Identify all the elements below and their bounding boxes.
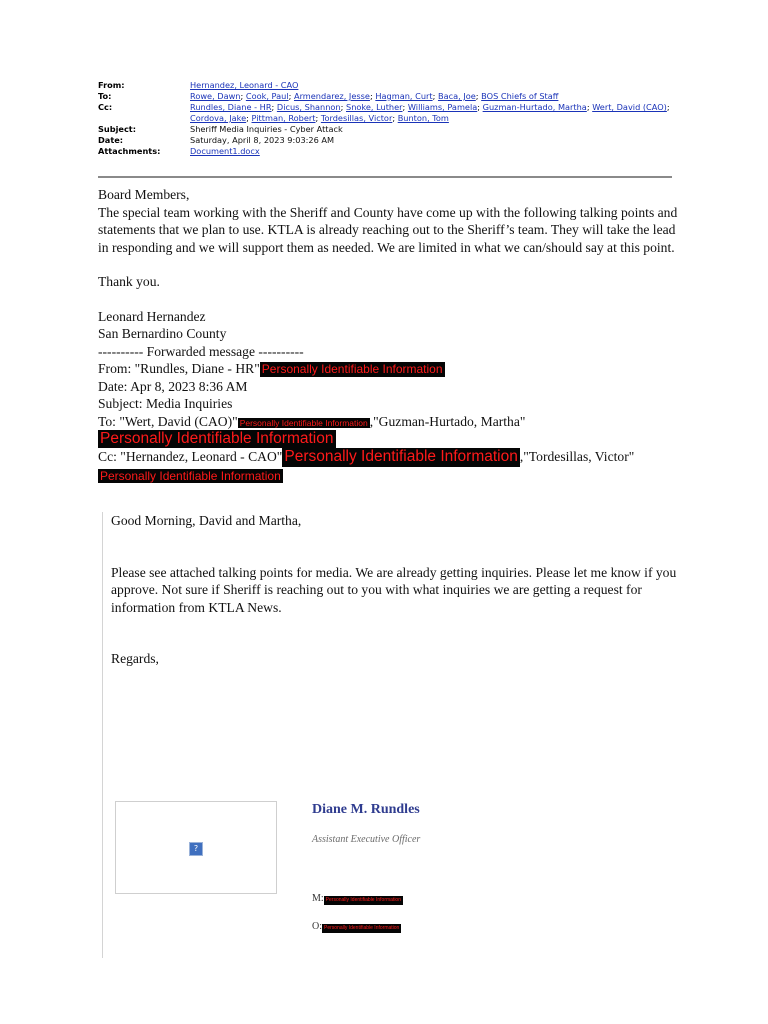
forwarded-from-line [98, 360, 678, 378]
recipient-separator: ; [369, 91, 376, 101]
forwarded-subject-line: Subject: Media Inquiries [98, 396, 233, 411]
from-link[interactable]: Hernandez, Leonard - CAO [190, 80, 299, 90]
forwarded-to-text: To: "Wert, David (CAO)" [98, 413, 238, 429]
to-recipients [190, 91, 676, 102]
office-label: O: [312, 921, 322, 932]
attachment-link[interactable]: Document1.docx [190, 146, 260, 156]
redaction-box: Personally Identifiable Information [322, 924, 401, 933]
recipient-link[interactable]: Baca, Joe [437, 91, 476, 101]
forwarded-cc-line [98, 448, 678, 466]
forwarded-cc-text: Cc: "Hernandez, Leonard - CAO" [98, 449, 283, 465]
body-greeting: Board Members, [98, 187, 190, 202]
cc-recipients [190, 102, 676, 124]
forwarded-to-line-2 [98, 430, 678, 448]
recipient-link[interactable]: Snoke, Luther [346, 102, 403, 112]
recipient-separator: ; [666, 102, 670, 112]
forwarded-cc-line-2 [98, 467, 678, 485]
from-row [98, 80, 676, 91]
redaction-box: Personally Identifiable Information [100, 430, 334, 447]
recipient-link[interactable]: Cook, Paul [245, 91, 289, 101]
signature-office [312, 921, 401, 933]
signature-title: Assistant Executive Officer [312, 834, 421, 845]
signature-name: Diane M. Rundles [312, 802, 420, 817]
signature-image-placeholder [115, 801, 277, 894]
sender-org: San Bernardino County [98, 326, 227, 341]
recipient-link[interactable]: Dicus, Shannon [276, 102, 341, 112]
forwarded-cc-text-2: ,"Tordesillas, Victor" [519, 449, 635, 465]
to-label: To: [98, 91, 112, 101]
recipient-link[interactable]: Williams, Pamela [407, 102, 478, 112]
quoted-closing: Regards, [111, 651, 159, 666]
forwarded-from-text: From: "Rundles, Diane - HR" [98, 361, 260, 376]
recipient-separator: ; [246, 113, 252, 123]
redaction-box: Personally Identifiable Information [261, 362, 443, 376]
from-label: From: [98, 80, 125, 90]
recipient-separator: ; [392, 113, 398, 123]
recipient-link[interactable]: Pittman, Robert [251, 113, 316, 123]
cc-row [98, 102, 676, 124]
recipient-link[interactable]: Rundles, Diane - HR [190, 102, 272, 112]
recipient-link[interactable]: BOS Chiefs of Staff [481, 91, 559, 101]
redaction-box: Personally Identifiable Information [324, 896, 403, 905]
attachments-label: Attachments: [98, 146, 161, 156]
redaction-box: Personally Identifiable Information [239, 417, 368, 428]
forwarded-to-text-2: ,"Guzman-Hurtado, Martha" [369, 413, 526, 429]
recipient-separator: ; [586, 102, 593, 112]
date-row [98, 135, 676, 146]
recipient-link[interactable]: Tordesillas, Victor [320, 113, 393, 123]
forwarded-banner: ---------- Forwarded message ---------- [98, 343, 304, 359]
forwarded-date-line: Date: Apr 8, 2023 8:36 AM [98, 378, 248, 394]
sender-name: Leonard Hernandez [98, 308, 206, 324]
recipient-link[interactable]: Rowe, Dawn [190, 91, 241, 101]
recipient-link[interactable]: Hagman, Curt [375, 91, 433, 101]
quoted-greeting: Good Morning, David and Martha, [111, 513, 302, 528]
cc-label: Cc: [98, 102, 113, 112]
body-paragraph: The special team working with the Sheriff and County have come up with the following talking points and statements that we plan to use. KTLA is already reaching out to the Sheriff’s team. They will take the lead in responding and we will support them as needed. We are limited in what we can/should say at this point. [98, 204, 678, 255]
to-row [98, 91, 676, 102]
recipient-link[interactable]: Bunton, Tom [397, 113, 449, 123]
recipient-separator: ; [475, 91, 482, 101]
body-thanks: Thank you. [98, 274, 160, 289]
date-label: Date: [98, 135, 124, 145]
recipient-separator: ; [402, 102, 408, 112]
attachments-row [98, 146, 676, 157]
redaction-box: Personally Identifiable Information [100, 468, 281, 483]
recipient-separator: ; [240, 91, 246, 101]
recipient-link[interactable]: Armendarez, Jesse [293, 91, 370, 101]
subject-value: Sheriff Media Inquiries - Cyber Attack [190, 124, 343, 134]
email-body [98, 186, 678, 484]
recipient-link[interactable]: Guzman-Hurtado, Martha [482, 102, 587, 112]
recipient-separator: ; [477, 102, 483, 112]
mobile-label: M: [312, 893, 324, 904]
recipient-separator: ; [340, 102, 346, 112]
recipient-separator: ; [271, 102, 277, 112]
email-header [98, 80, 676, 157]
subject-row [98, 124, 676, 135]
broken-image-icon: ? [189, 842, 203, 856]
recipient-separator: ; [288, 91, 294, 101]
forwarded-to-line [98, 413, 678, 431]
redaction-box: Personally Identifiable Information [284, 448, 518, 466]
recipient-link[interactable]: Wert, David (CAO) [592, 102, 667, 112]
recipient-link[interactable]: Cordova, Jake [190, 113, 247, 123]
date-value: Saturday, April 8, 2023 9:03:26 AM [190, 135, 335, 145]
recipient-separator: ; [315, 113, 321, 123]
quoted-paragraph: Please see attached talking points for media. We are already getting inquiries. Please let me know if you approve. Not sure if Sheriff is reaching out to you with what inquiries we are getting a request for information from KTLA News. [111, 564, 677, 615]
header-divider [98, 176, 672, 178]
subject-label: Subject: [98, 124, 136, 134]
signature-mobile [312, 893, 403, 905]
recipient-separator: ; [432, 91, 438, 101]
